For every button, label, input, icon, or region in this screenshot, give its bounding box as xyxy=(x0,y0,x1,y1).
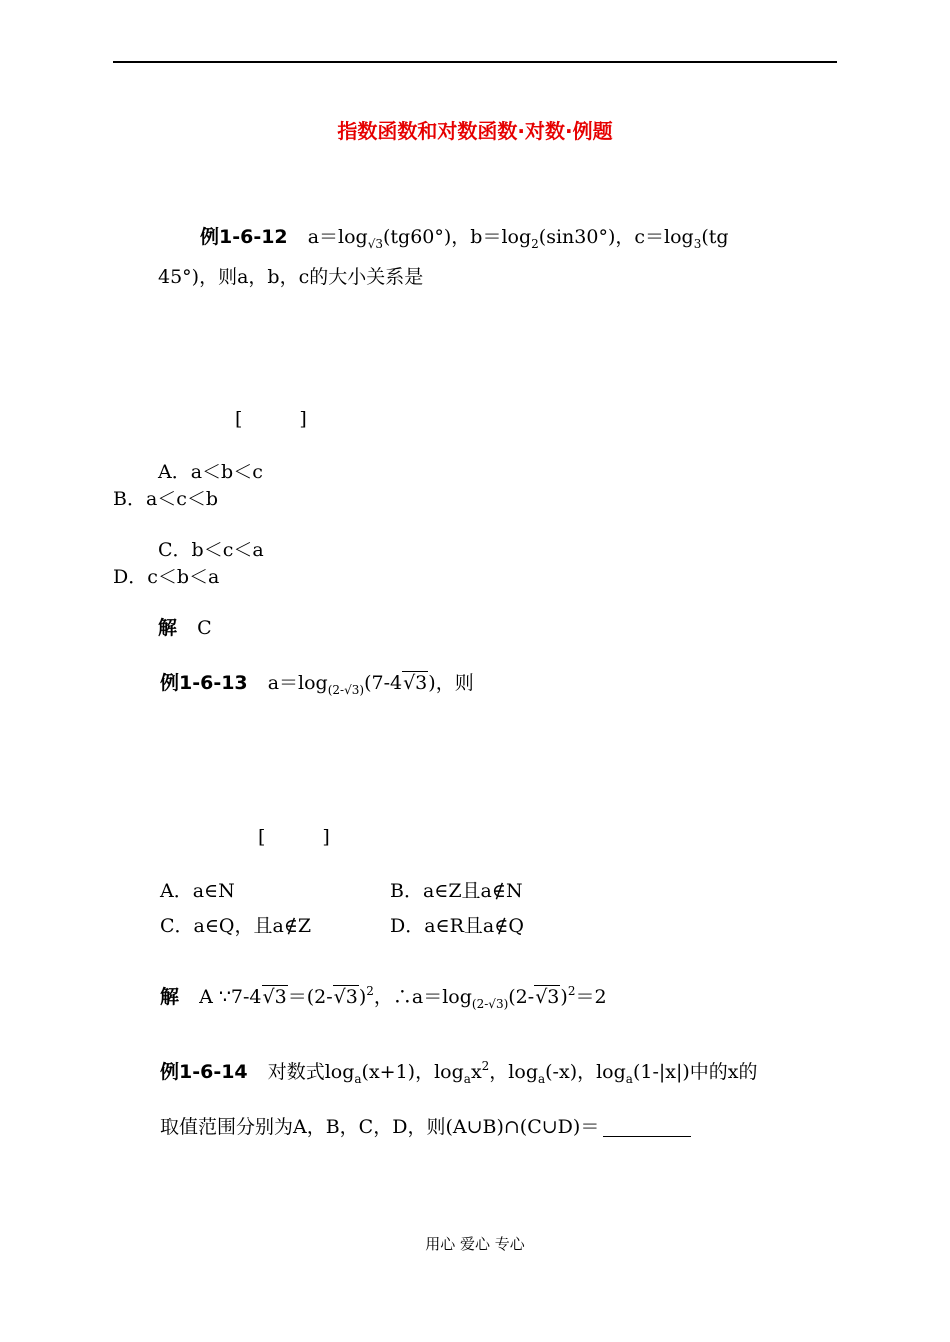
ex12-answer xyxy=(158,613,212,640)
page-footer: 用心 爱心 专心 xyxy=(425,1235,525,1253)
ex14-text-2: 取值范围分别为A，B，C，D，则(A∪B)∩(C∪D)＝ xyxy=(160,1116,600,1138)
ex13-option-d: D．a∈R且a∉Q xyxy=(390,915,524,937)
ex13-bracket: [ ] xyxy=(258,826,330,848)
ex12-option-b: B．a＜c＜b xyxy=(113,488,219,510)
ex13-answer xyxy=(160,982,607,1009)
ex12-bracket: [ ] xyxy=(235,408,307,430)
ex13-stem-text: $a=\log_{(2-√3)}(7-4√3)$，则 xyxy=(267,672,474,697)
page-title: 指数函数和对数函数·对数·例题 xyxy=(337,119,613,143)
ex12-option-d: D．c＜b＜a xyxy=(113,566,220,588)
ex12-option-a: A．a＜b＜c xyxy=(158,461,263,483)
ex12-line1 xyxy=(200,222,729,249)
ex12-answer-value: C xyxy=(197,617,212,639)
header-rule xyxy=(113,61,837,63)
ex13-answer-value: A $\because 7-4√3=(2-√3)^2$，$\therefore a=\log_{(2-√3)}(2-√3)^2=2$ xyxy=(199,984,607,1011)
ex13-stem xyxy=(160,668,474,695)
ex12-label: 例1-6-12 xyxy=(200,226,288,248)
ex14-text-1: 对数式$\log_a(x+1)$，$\log_ax^2$，$\log_a(-x)$，$\log_a(1-|x|)$中的x的 xyxy=(267,1059,758,1086)
ex13-label: 例1-6-13 xyxy=(160,672,248,694)
ex12-line2: 45°)，则a，b，c的大小关系是 xyxy=(158,266,424,288)
ex12-text-1: $a=\log_{√3}(tg60^\circ)$，$b=\log_2(\sin 30^\circ)$，$c=\log_3(tg$ xyxy=(307,226,729,251)
ex14-line2 xyxy=(160,1112,691,1139)
ex14-label: 例1-6-14 xyxy=(160,1061,248,1083)
ex12-answer-label: 解 xyxy=(158,617,178,639)
answer-blank[interactable] xyxy=(603,1116,691,1137)
ex13-answer-label: 解 xyxy=(160,986,180,1008)
ex13-option-a: A．a∈N xyxy=(160,880,235,902)
ex12-option-c: C．b＜c＜a xyxy=(158,539,264,561)
ex14-line1 xyxy=(160,1057,758,1084)
ex13-option-c: C．a∈Q，且a∉Z xyxy=(160,915,312,937)
ex13-option-b: B．a∈Z且a∉N xyxy=(390,880,523,902)
